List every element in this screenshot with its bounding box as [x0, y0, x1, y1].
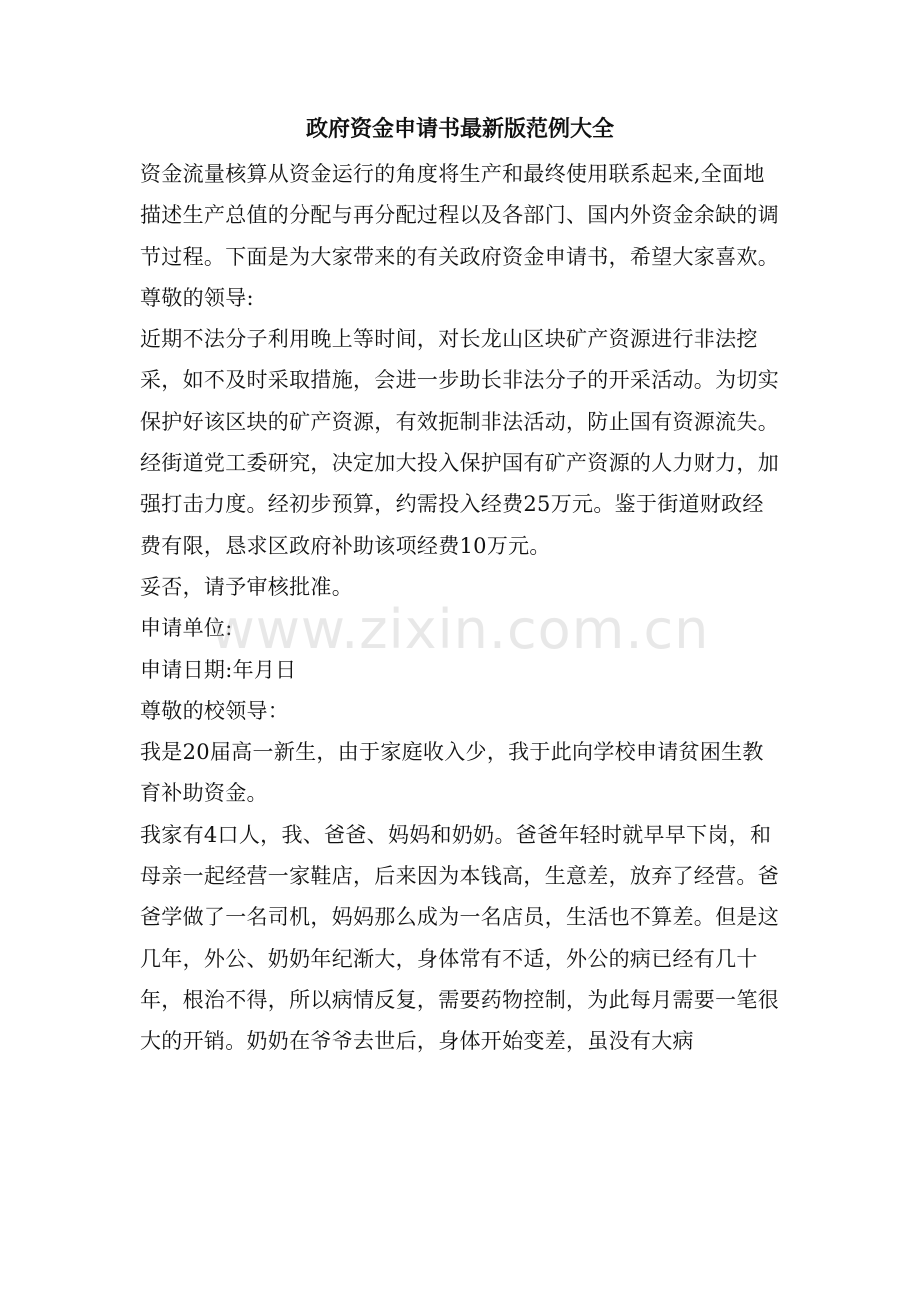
salutation-leader: 尊敬的领导: — [140, 285, 254, 310]
application-date-line: 申请日期:年月日 — [140, 657, 297, 682]
student-intro-paragraph: 我是20届高一新生，由于家庭收入少，我于此向学校申请贫困生教育补助资金。 — [140, 740, 764, 806]
mining-request-paragraph: 近期不法分子利用晚上等时间，对长龙山区块矿产资源进行非法挖采，如不及时采取措施，会进一步助长非法分子的开采活动。为切实保护好该区块的矿产资源，有效扼制非法活动，防止国有资源流失。经街道党工委研究，决定加大投入保护国有矿产资源的人力财力，加强打击力度。经初步预算，约需投入经费25万元。鉴于街道财政经费有限，恳求区政府补助该项经费10万元。 — [140, 327, 779, 558]
approval-request-line: 妥否，请予审核批准。 — [140, 574, 353, 599]
watermark: www.zixin.com.cn — [210, 598, 710, 661]
applicant-unit-line: 申请单位: — [140, 616, 233, 641]
salutation-school-leader: 尊敬的校领导： — [140, 698, 290, 723]
document-body — [140, 154, 780, 1063]
intro-paragraph: 资金流量核算从资金运行的角度将生产和最终使用联系起来,全面地描述生产总值的分配与再分配过程以及各部门、国内外资金余缺的调节过程。下面是为大家带来的有关政府资金申请书，希望大家喜欢。 — [140, 162, 779, 269]
document-title: 政府资金申请书最新版范例大全 — [305, 116, 614, 142]
family-situation-paragraph: 我家有4口人，我、爸爸、妈妈和奶奶。爸爸年轻时就早早下岗，和母亲一起经营一家鞋店，后来因为本钱高，生意差，放弃了经营。爸爸学做了一名司机，妈妈那么成为一名店员，生活也不算差。但是这几年，外公、奶奶年纪渐大，身体常有不适，外公的病已经有几十年，根治不得，所以病情反复，需要药物控制，为此每月需要一笔很大的开销。奶奶在爷爷去世后，身体开始变差，虽没有大病 — [140, 822, 779, 1054]
